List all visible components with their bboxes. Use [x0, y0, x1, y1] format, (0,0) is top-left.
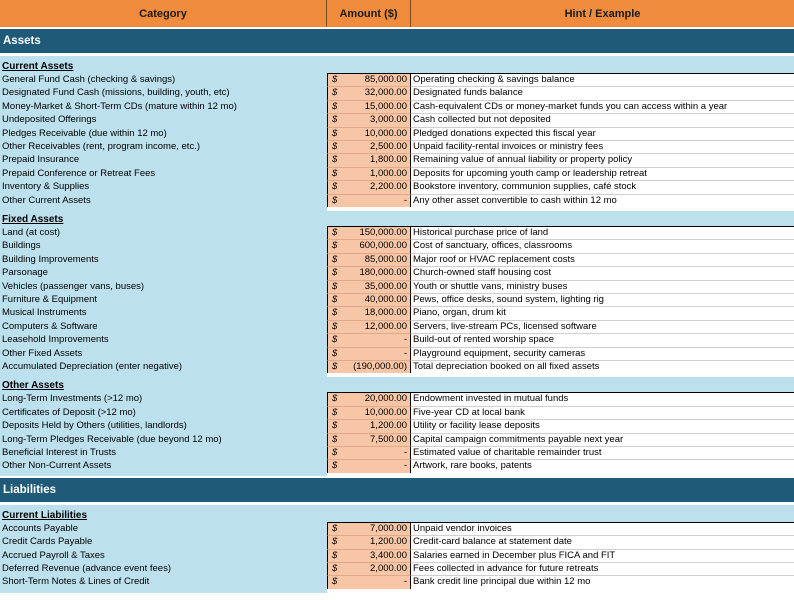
hint-cell[interactable]: Bank credit line principal due within 12 mo	[411, 575, 794, 588]
amount-cell[interactable]	[327, 194, 411, 207]
header-amount[interactable]: Amount ($)	[327, 0, 411, 27]
group-title[interactable]: Fixed Assets	[2, 214, 64, 225]
category-cell[interactable]: Other Fixed Assets	[2, 347, 83, 359]
hint-cell[interactable]: Bookstore inventory, communion supplies, café stock	[411, 180, 794, 193]
amount-value: 150,000.00	[359, 227, 407, 238]
category-cell[interactable]: Long-Term Investments (>12 mo)	[2, 393, 143, 405]
currency-symbol: $	[332, 460, 338, 472]
table-row	[0, 140, 794, 153]
amount-cell[interactable]	[327, 153, 411, 166]
table-row	[0, 549, 794, 562]
table-row	[0, 113, 794, 126]
amount-cell[interactable]	[327, 347, 411, 360]
amount-value: -	[403, 194, 407, 206]
amount-cell[interactable]	[327, 549, 411, 562]
currency-symbol: $	[332, 576, 338, 588]
currency-symbol: $	[332, 433, 338, 445]
amount-value: 3,400.00	[370, 549, 407, 561]
group-title[interactable]: Other Assets	[2, 380, 64, 392]
amount-cell[interactable]	[327, 239, 411, 252]
section-title: Assets	[3, 35, 41, 47]
category-cell[interactable]: Accumulated Depreciation (enter negative)	[2, 361, 183, 372]
currency-symbol: $	[332, 280, 338, 292]
category-cell[interactable]: Long-Term Pledges Receivable (due beyond 12 mo)	[2, 433, 222, 445]
amount-value: 35,000.00	[364, 280, 407, 292]
hint-cell[interactable]: Piano, organ, drum kit	[411, 306, 794, 319]
amount-value: 10,000.00	[364, 127, 407, 139]
category-cell[interactable]: Parsonage	[2, 267, 48, 279]
currency-symbol: $	[332, 420, 338, 432]
amount-cell[interactable]	[327, 360, 411, 373]
table-row	[0, 306, 794, 319]
table-row	[0, 100, 794, 113]
category-cell[interactable]: Accounts Payable	[2, 522, 79, 534]
group-title[interactable]: Current Liabilities	[2, 509, 88, 521]
table-row	[0, 535, 794, 548]
amount-cell[interactable]	[327, 392, 411, 405]
table-row	[0, 347, 794, 360]
group-title[interactable]: Current Assets	[2, 61, 74, 72]
hint-cell[interactable]: Church-owned staff housing cost	[411, 266, 794, 279]
amount-cell[interactable]	[327, 140, 411, 153]
table-row	[0, 194, 794, 207]
currency-symbol: $	[332, 447, 338, 458]
category-cell[interactable]: Prepaid Insurance	[2, 154, 80, 166]
amount-value: 600,000.00	[359, 240, 407, 252]
hint-cell[interactable]: Capital campaign commitments payable next year	[411, 433, 794, 446]
category-cell[interactable]: Land (at cost)	[2, 227, 61, 238]
category-cell[interactable]: Deferred Revenue (advance event fees)	[2, 563, 171, 574]
table-row	[0, 419, 794, 432]
category-cell[interactable]: Building Improvements	[2, 253, 99, 265]
table-row	[0, 360, 794, 373]
amount-cell[interactable]	[327, 306, 411, 319]
table-row	[0, 392, 794, 405]
hint-cell[interactable]: Any other asset convertible to cash within 12 mo	[411, 194, 794, 207]
currency-symbol: $	[332, 240, 338, 252]
table-row	[0, 86, 794, 99]
hint-cell[interactable]: Playground equipment, security cameras	[411, 347, 794, 360]
amount-value: 15,000.00	[364, 100, 407, 112]
category-cell[interactable]: Furniture & Equipment	[2, 294, 98, 305]
amount-value: 1,000.00	[370, 167, 407, 179]
hint-cell[interactable]: Unpaid vendor invoices	[411, 522, 794, 535]
amount-cell[interactable]	[327, 459, 411, 472]
table-row	[0, 320, 794, 333]
category-cell[interactable]: Musical Instruments	[2, 307, 87, 319]
hint-cell[interactable]: Designated funds balance	[411, 86, 794, 99]
amount-cell[interactable]	[327, 280, 411, 293]
table-row	[0, 226, 794, 239]
amount-value: (190,000.00)	[353, 361, 407, 372]
amount-cell[interactable]	[327, 167, 411, 180]
amount-cell[interactable]	[327, 562, 411, 575]
amount-value: 85,000.00	[364, 253, 407, 265]
hint-cell[interactable]: Operating checking & savings balance	[411, 73, 794, 86]
amount-value: 7,000.00	[370, 522, 407, 534]
table-row	[0, 280, 794, 293]
amount-value: 32,000.00	[364, 87, 407, 99]
hint-cell[interactable]: Pews, office desks, sound system, lighting rig	[411, 293, 794, 306]
amount-value: 7,500.00	[370, 433, 407, 445]
hint-cell[interactable]: Five-year CD at local bank	[411, 406, 794, 419]
hint-cell[interactable]: Cash-equivalent CDs or money-market funds you can access within a year	[411, 100, 794, 113]
amount-value: 2,000.00	[370, 563, 407, 574]
amount-value: 2,500.00	[370, 141, 407, 152]
hint-cell[interactable]: Remaining value of annual liability or property policy	[411, 153, 794, 166]
currency-symbol: $	[332, 406, 338, 418]
group-header-fixed-assets	[0, 211, 794, 226]
table-row	[0, 575, 794, 588]
amount-cell[interactable]	[327, 433, 411, 446]
amount-cell[interactable]	[327, 180, 411, 193]
amount-value: 1,200.00	[370, 420, 407, 432]
group-spacer	[0, 589, 794, 593]
currency-symbol: $	[332, 253, 338, 265]
table-row	[0, 153, 794, 166]
category-cell[interactable]: Vehicles (passenger vans, buses)	[2, 280, 145, 292]
table-row	[0, 239, 794, 252]
amount-value: 1,200.00	[370, 536, 407, 548]
category-cell[interactable]: Other Current Assets	[2, 194, 91, 206]
category-cell[interactable]: Beneficial Interest in Trusts	[2, 447, 117, 458]
currency-symbol: $	[332, 320, 338, 332]
amount-value: 20,000.00	[364, 393, 407, 405]
category-cell[interactable]: Other Receivables (rent, program income, etc.)	[2, 141, 200, 152]
amount-cell[interactable]	[327, 293, 411, 306]
currency-symbol: $	[332, 74, 338, 85]
amount-cell[interactable]	[327, 113, 411, 126]
hint-cell[interactable]: Fees collected in advance for future retreats	[411, 562, 794, 575]
table-row	[0, 446, 794, 459]
category-cell[interactable]: Other Non-Current Assets	[2, 460, 112, 472]
amount-value: 2,200.00	[370, 181, 407, 193]
group-header-other-assets	[0, 377, 794, 392]
table-row	[0, 333, 794, 346]
category-cell[interactable]: Pledges Receivable (due within 12 mo)	[2, 127, 167, 139]
amount-cell[interactable]	[327, 320, 411, 333]
category-cell[interactable]: Leasehold Improvements	[2, 334, 109, 346]
table-row	[0, 167, 794, 180]
amount-cell[interactable]	[327, 522, 411, 535]
category-cell[interactable]: Credit Cards Payable	[2, 536, 93, 548]
amount-cell[interactable]	[327, 535, 411, 548]
currency-symbol: $	[332, 141, 338, 152]
hint-cell[interactable]: Cash collected but not deposited	[411, 113, 794, 126]
currency-symbol: $	[332, 307, 338, 319]
header-category[interactable]: Category	[0, 0, 327, 27]
amount-value: -	[403, 576, 407, 588]
header-hint[interactable]: Hint / Example	[564, 7, 641, 20]
currency-symbol: $	[332, 100, 338, 112]
amount-cell[interactable]	[327, 226, 411, 239]
currency-symbol: $	[332, 361, 338, 372]
table-row	[0, 293, 794, 306]
category-cell[interactable]: Deposits Held by Others (utilities, landlords)	[2, 420, 187, 432]
amount-cell[interactable]	[327, 333, 411, 346]
currency-symbol: $	[332, 127, 338, 139]
hint-cell[interactable]: Pledged donations expected this fiscal year	[411, 127, 794, 140]
currency-symbol: $	[332, 181, 338, 193]
hint-cell[interactable]: Unpaid facility-rental invoices or ministry fees	[411, 140, 794, 153]
currency-symbol: $	[332, 393, 338, 405]
amount-value: 3,000.00	[370, 114, 407, 126]
table-row	[0, 73, 794, 86]
currency-symbol: $	[332, 347, 338, 359]
currency-symbol: $	[332, 114, 338, 126]
amount-cell[interactable]	[327, 406, 411, 419]
section-liabilities[interactable]	[0, 478, 794, 502]
currency-symbol: $	[332, 87, 338, 99]
hint-cell[interactable]: Youth or shuttle vans, ministry buses	[411, 280, 794, 293]
currency-symbol: $	[332, 549, 338, 561]
amount-value: 18,000.00	[364, 307, 407, 319]
category-cell[interactable]: General Fund Cash (checking & savings)	[2, 74, 176, 85]
amount-cell[interactable]	[327, 446, 411, 459]
amount-cell[interactable]	[327, 575, 411, 588]
hint-cell[interactable]: Credit-card balance at statement date	[411, 535, 794, 548]
currency-symbol: $	[332, 334, 338, 346]
hint-cell[interactable]: Salaries earned in December plus FICA and FIT	[411, 549, 794, 562]
amount-cell[interactable]	[327, 127, 411, 140]
section-assets[interactable]	[0, 29, 794, 53]
currency-symbol: $	[332, 167, 338, 179]
category-cell[interactable]: Money-Market & Short-Term CDs (mature within 12 mo)	[2, 100, 237, 112]
hint-cell[interactable]: Historical purchase price of land	[411, 226, 794, 239]
amount-value: 1,800.00	[370, 154, 407, 166]
hint-cell[interactable]: Build-out of rented worship space	[411, 333, 794, 346]
currency-symbol: $	[332, 294, 338, 305]
currency-symbol: $	[332, 267, 338, 279]
group-header-current-liabilities	[0, 505, 794, 522]
category-cell[interactable]: Inventory & Supplies	[2, 181, 90, 193]
amount-cell[interactable]	[327, 253, 411, 266]
category-cell[interactable]: Undeposited Offerings	[2, 114, 97, 126]
spacer-cell	[0, 589, 327, 593]
category-cell[interactable]: Certificates of Deposit (>12 mo)	[2, 406, 136, 418]
currency-symbol: $	[332, 154, 338, 166]
currency-symbol: $	[332, 194, 338, 206]
currency-symbol: $	[332, 227, 338, 238]
spacer-cell	[327, 589, 411, 593]
table-row	[0, 406, 794, 419]
hint-cell[interactable]: Utility or facility lease deposits	[411, 419, 794, 432]
table-row	[0, 253, 794, 266]
currency-symbol: $	[332, 536, 338, 548]
currency-symbol: $	[332, 563, 338, 574]
amount-value: 40,000.00	[364, 294, 407, 305]
category-cell[interactable]: Designated Fund Cash (missions, building, youth, etc)	[2, 87, 230, 99]
table-row	[0, 522, 794, 535]
category-cell[interactable]: Short-Term Notes & Lines of Credit	[2, 576, 150, 588]
amount-value: 180,000.00	[359, 267, 407, 279]
header-row	[0, 0, 794, 27]
amount-cell[interactable]	[327, 73, 411, 86]
hint-cell[interactable]: Servers, live-stream PCs, licensed software	[411, 320, 794, 333]
amount-value: -	[403, 447, 407, 458]
table-row	[0, 266, 794, 279]
category-cell[interactable]: Computers & Software	[2, 320, 98, 332]
amount-value: 12,000.00	[364, 320, 407, 332]
amount-cell[interactable]	[327, 266, 411, 279]
amount-value: -	[403, 334, 407, 346]
table-row	[0, 562, 794, 575]
category-cell[interactable]: Prepaid Conference or Retreat Fees	[2, 167, 156, 179]
table-row	[0, 433, 794, 446]
hint-cell[interactable]: Artwork, rare books, patents	[411, 459, 794, 472]
category-cell[interactable]: Accrued Payroll & Taxes	[2, 549, 105, 561]
amount-cell[interactable]	[327, 100, 411, 113]
amount-value: -	[403, 347, 407, 359]
hint-cell[interactable]: Major roof or HVAC replacement costs	[411, 253, 794, 266]
table-row	[0, 459, 794, 472]
hint-cell[interactable]: Total depreciation booked on all fixed assets	[411, 360, 794, 373]
hint-cell[interactable]: Endowment invested in mutual funds	[411, 392, 794, 405]
amount-value: 85,000.00	[364, 74, 407, 85]
group-header-current-assets	[0, 56, 794, 73]
amount-value: -	[403, 460, 407, 472]
hint-cell[interactable]: Estimated value of charitable remainder trust	[411, 446, 794, 459]
amount-value: 10,000.00	[364, 406, 407, 418]
amount-cell[interactable]	[327, 86, 411, 99]
spacer-cell	[411, 589, 794, 593]
currency-symbol: $	[332, 522, 338, 534]
hint-cell[interactable]: Cost of sanctuary, offices, classrooms	[411, 239, 794, 252]
table-row	[0, 180, 794, 193]
hint-cell[interactable]: Deposits for upcoming youth camp or leadership retreat	[411, 167, 794, 180]
table-row	[0, 127, 794, 140]
section-title: Liabilities	[3, 483, 57, 496]
amount-cell[interactable]	[327, 419, 411, 432]
category-cell[interactable]: Buildings	[2, 240, 41, 252]
